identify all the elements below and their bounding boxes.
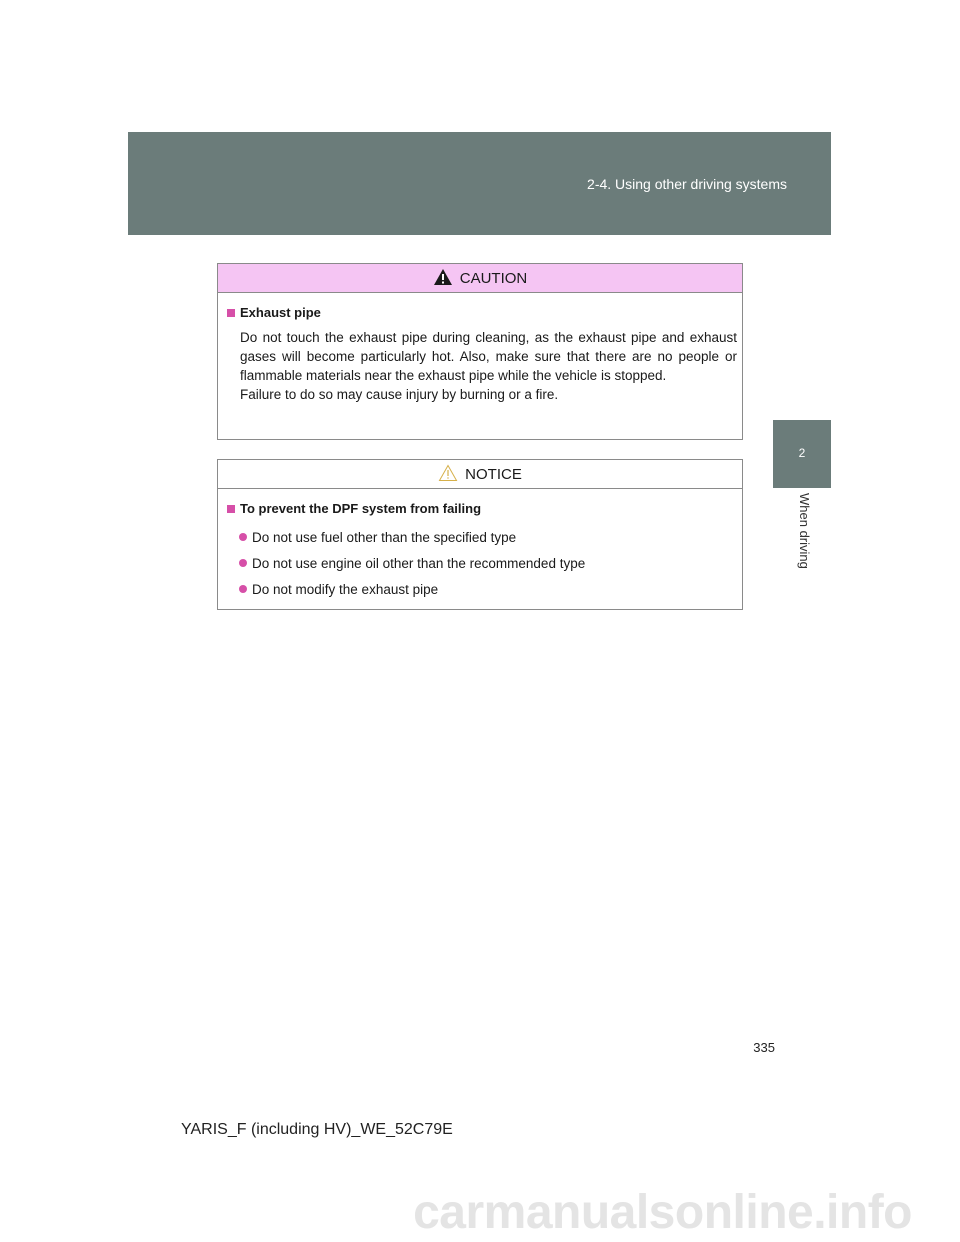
caution-title: CAUTION — [459, 269, 528, 287]
warning-triangle-outline-icon — [438, 464, 458, 482]
round-bullet-icon — [239, 533, 247, 541]
round-bullet-icon — [239, 559, 247, 567]
notice-item-heading-text: To prevent the DPF system from failing — [240, 501, 482, 516]
caution-item-heading — [227, 305, 737, 320]
list-item-text: Do not use fuel other than the specified type — [252, 529, 517, 545]
list-item-text: Do not modify the exhaust pipe — [252, 581, 439, 597]
section-title: 2-4. Using other driving systems — [587, 176, 787, 192]
notice-box — [217, 459, 743, 610]
watermark: carmanualsonline.info — [413, 1186, 912, 1239]
document-code: YARIS_F (including HV)_WE_52C79E — [181, 1121, 453, 1138]
header-band — [128, 132, 831, 235]
chapter-label: When driving — [797, 493, 812, 569]
list-item — [239, 550, 737, 576]
caution-item-heading-text: Exhaust pipe — [240, 305, 321, 320]
list-item-text: Do not use engine oil other than the recommended type — [252, 555, 586, 571]
notice-bullet-list — [227, 524, 737, 602]
caution-body — [218, 293, 742, 404]
notice-body — [218, 489, 742, 602]
caution-paragraph: Failure to do so may cause injury by burning or a fire. — [240, 387, 559, 402]
list-item — [239, 524, 737, 550]
list-item — [239, 576, 737, 602]
page-number: 335 — [753, 1040, 775, 1055]
round-bullet-icon — [239, 585, 247, 593]
caution-paragraph: Do not touch the exhaust pipe during cleaning, as the exhaust pipe and exhaust gases will become particularly hot. Also, make sure that there are no people or flammable materials near the exhaust pipe while the vehicle is stopped. — [240, 330, 737, 383]
square-bullet-icon — [227, 309, 235, 317]
notice-item-heading — [227, 501, 737, 516]
square-bullet-icon — [227, 505, 235, 513]
chapter-tab — [773, 420, 831, 488]
caution-header — [218, 264, 742, 293]
notice-title: NOTICE — [465, 465, 522, 483]
chapter-number: 2 — [798, 446, 806, 460]
warning-triangle-filled-icon — [433, 268, 453, 286]
caution-box — [217, 263, 743, 440]
notice-header — [218, 460, 742, 489]
